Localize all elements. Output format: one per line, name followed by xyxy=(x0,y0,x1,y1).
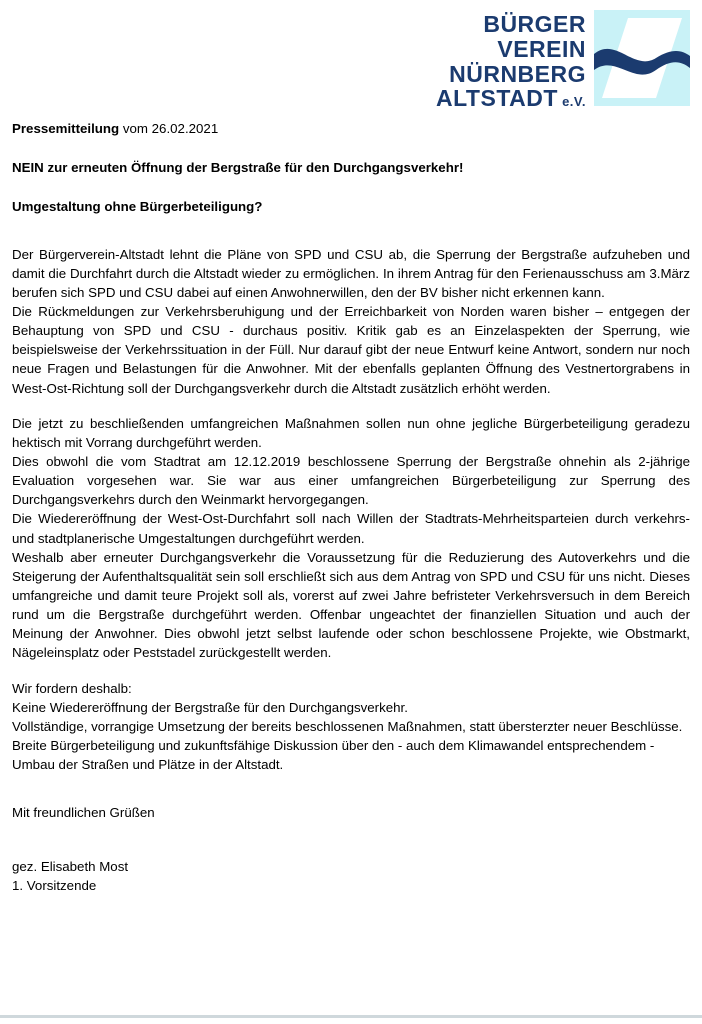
logo-mark-icon xyxy=(594,10,690,106)
organization-name xyxy=(436,10,594,111)
closing-salutation: Mit freundlichen Grüßen xyxy=(12,805,155,821)
document-subheadline: Umgestaltung ohne Bürgerbeteiligung? xyxy=(12,198,263,214)
org-line-4 xyxy=(436,86,586,111)
body-paragraph-1: Der Bürgerverein-Altstadt lehnt die Pläne von SPD und CSU ab, die Sperrung der Bergstraße aufzuheben und damit die Durchfahrt durch die Altstadt wieder zu ermöglichen. In ihrem Antrag für den Ferienausschuss am 3.März berufen sich SPD und CSU dabei auf einen Anwohnerwillen, den der BV bisher nicht erkennen kann. Die Rückmeldungen zur Verkehrsberuhigung und der Erreichbarkeit von Norden waren bisher – entgegen der Behauptung von SPD und CSU - durchaus positiv. Kritik gab es an Einzelaspekten der Sperrung, wie beispielsweise der Verkehrssituation in der Füll. Nur darauf gibt der neue Entwurf keine Antwort, sondern nur noch neue Fragen und Belastungen für die Anwohner. Mit der ebenfalls geplanten Öffnung des Vestnertorgrabens in West-Ost-Richtung soll der Durchgangsverkehr durch die Altstadt zusätzlich erhöht werden. xyxy=(12,246,690,396)
signer-role: 1. Vorsitzende xyxy=(12,878,97,894)
organization-logo xyxy=(436,10,690,111)
signer-name: gez. Elisabeth Most xyxy=(12,859,129,875)
press-release-date: vom 26.02.2021 xyxy=(119,121,219,136)
org-line-3: NÜRNBERG xyxy=(449,60,586,87)
org-line-4-suffix: e.V. xyxy=(557,94,586,110)
body-paragraph-3: Wir fordern deshalb: Keine Wiedereröffnung der Bergstraße für den Durchgangsverkehr. Vollständige, vorrangige Umsetzung der bereits beschlossenen Maßnahmen, statt übersterzter neuer Beschlüsse. Breite Bürgerbeteiligung und zukunftsfähige Diskussion über den - auch dem Klimawandel entsprechendem - Umbau der Straßen und Plätze in der Altstadt. xyxy=(12,680,683,773)
press-release-dateline xyxy=(12,120,690,139)
letterhead xyxy=(12,0,690,120)
body-paragraph-2: Die jetzt zu beschließenden umfangreichen Maßnahmen sollen nun ohne jegliche Bürgerbeteiligung geradezu hektisch mit Vorrang durchgeführt werden. Dies obwohl die vom Stadtrat am 12.12.2019 beschlossene Sperrung der Bergstraße ohnehin als 2-jährige Evaluation vorgesehen war. Sie war aus einer umfangreichen Bürgerbeteiligung zur Sperrung des Durchgangsverkehrs durch den Weinmarkt hervorgegangen. Die Wiedereröffnung der West-Ost-Durchfahrt soll nach Willen der Stadtrats-Mehrheitsparteien durch verkehrs- und stadtplanerische Umgestaltungen durchgeführt werden. Weshalb aber erneuter Durchgangsverkehr die Voraussetzung für die Reduzierung des Autoverkehrs und die Steigerung der Aufenthaltsqualität sein soll erschließt sich aus dem Antrag von SPD und CSU für uns nicht. Dieses umfangreiche und damit teure Projekt soll als, vorerst auf zwei Jahre befristeter Verkehrsversuch in dem Bereich rund um die Bergstraße durchgeführt werden. Offenbar ungeachtet der finanziellen Situation und auch der Meinung der Anwohner. Dies obwohl jetzt selbst laufende oder schon beschlossene Projekte, wie Obstmarkt, Nägeleinsplatz oder Peststadel zurückgestellt werden. xyxy=(12,415,690,661)
org-line-4-main: ALTSTADT xyxy=(435,85,558,112)
signature-spacer xyxy=(12,790,690,804)
org-line-2: VEREIN xyxy=(497,35,586,62)
document-body xyxy=(12,120,690,896)
press-release-label: Pressemitteilung xyxy=(12,121,120,136)
footer-divider xyxy=(0,1015,702,1018)
document-headline: NEIN zur erneuten Öffnung der Bergstraße für den Durchgangsverkehr! xyxy=(12,159,464,175)
org-line-1: BÜRGER xyxy=(483,11,586,37)
